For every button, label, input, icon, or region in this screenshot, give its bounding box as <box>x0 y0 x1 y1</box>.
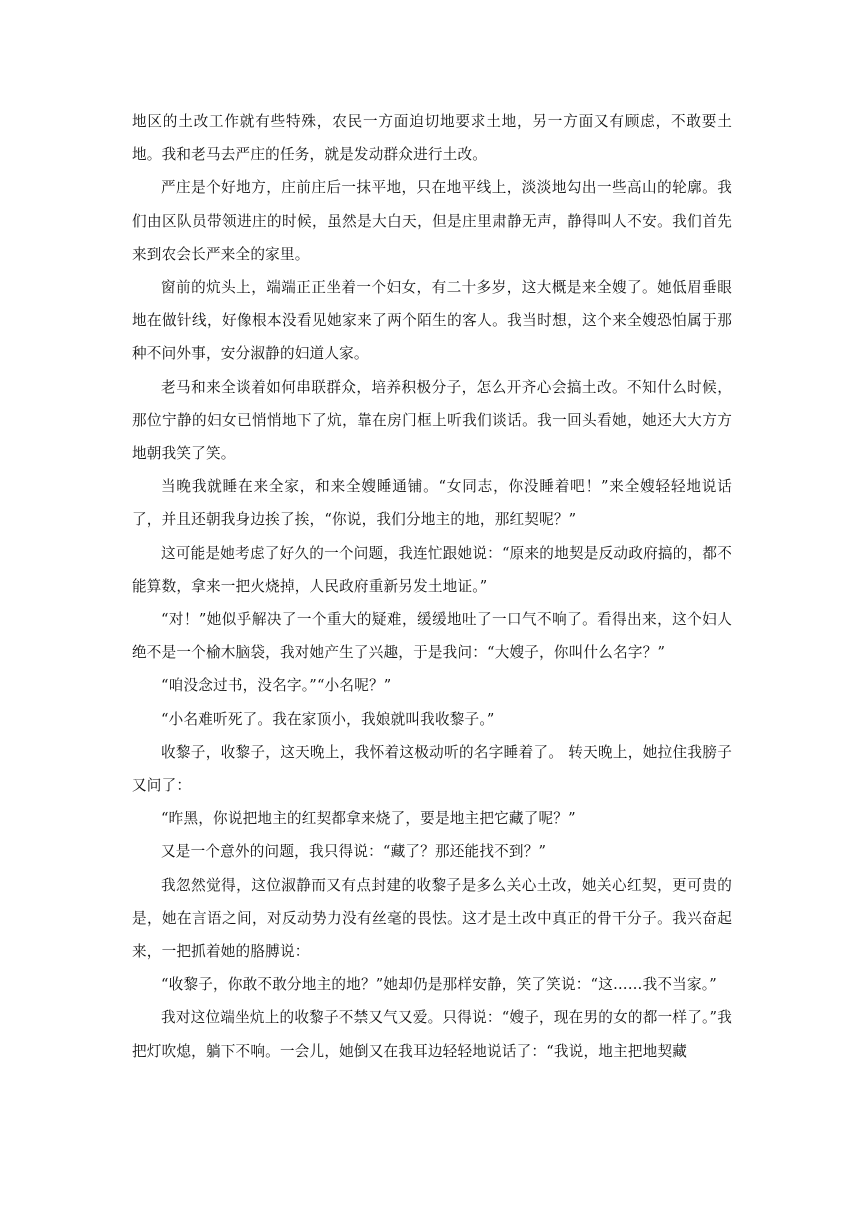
paragraph: 老马和来全谈着如何串联群众，培养积极分子，怎么开齐心会搞土改。不知什么时候，那位宁静的妇女已悄悄地下了炕，靠在房门框上听我们谈话。我一回头看她，她还大大方方地朝我笑了笑。 <box>132 378 732 463</box>
paragraph: 地区的土改工作就有些特殊，农民一方面迫切地要求土地，另一方面又有顾虑，不敢要土地。我和老马去严庄的任务，就是发动群众进行土改。 <box>132 113 732 164</box>
paragraph: 这可能是她考虑了好久的一个问题，我连忙跟她说：“原来的地契是反动政府搞的，都不能算数，拿来一把火烧掉，人民政府重新另发土地证。” <box>132 544 732 595</box>
document-body <box>132 105 732 1068</box>
paragraph: “收黎子，你敢不敢分地主的地？”她却仍是那样安静，笑了笑说：“这……我不当家。” <box>161 976 717 994</box>
paragraph: 又是一个意外的问题，我只得说：“藏了？那还能找不到？” <box>161 843 547 861</box>
paragraph: 我忽然觉得，这位淑静而又有点封建的收黎子是多么关心土改，她关心红契，更可贵的是，她在言语之间，对反动势力没有丝毫的畏怯。这才是土改中真正的骨干分子。我兴奋起来，一把抓着她的胳膊说： <box>132 876 732 961</box>
paragraph: 收黎子，收黎子，这天晚上，我怀着这极动听的名字睡着了。 转天晚上，她拉住我膀子又问了： <box>132 743 732 795</box>
paragraph: “咱没念过书，没名字。”“小名呢？” <box>161 677 392 695</box>
paragraph: 严庄是个好地方，庄前庄后一抹平地，只在地平线上，淡淡地勾出一些高山的轮廓。我们由区队员带领进庄的时候，虽然是大白天，但是庄里肃静无声，静得叫人不安。我们首先来到农会长严来全的家里。 <box>132 179 732 263</box>
paragraph: 当晚我就睡在来全家，和来全嫂睡通铺。“女同志，你没睡着吧！”来全嫂轻轻地说话了，并且还朝我身边挨了挨，“你说，我们分地主的地，那红契呢？” <box>132 478 732 529</box>
paragraph: 窗前的炕头上，端端正正坐着一个妇女，有二十多岁，这大概是来全嫂了。她低眉垂眼地在做针线，好像根本没看见她家来了两个陌生的客人。我当时想，这个来全嫂恐怕属于那种不问外事，安分淑静的妇道人家。 <box>132 279 732 363</box>
paragraph: “小名难听死了。我在家顶小，我娘就叫我收黎子。” <box>161 710 495 728</box>
paragraph: “昨黑，你说把地主的红契都拿来烧了，要是地主把它藏了呢？” <box>161 810 576 828</box>
paragraph: “对！”她似乎解决了一个重大的疑难，缓缓地吐了一口气不响了。看得出来，这个妇人绝不是一个榆木脑袋，我对她产生了兴趣，于是我问：“大嫂子，你叫什么名字？” <box>132 611 732 662</box>
paragraph: 我对这位端坐炕上的收黎子不禁又气又爱。只得说：“嫂子，现在男的女的都一样了。”我把灯吹熄，躺下不响。一会儿，她倒又在我耳边轻轻地说话了：“我说，地主把地契藏 <box>132 1009 732 1060</box>
